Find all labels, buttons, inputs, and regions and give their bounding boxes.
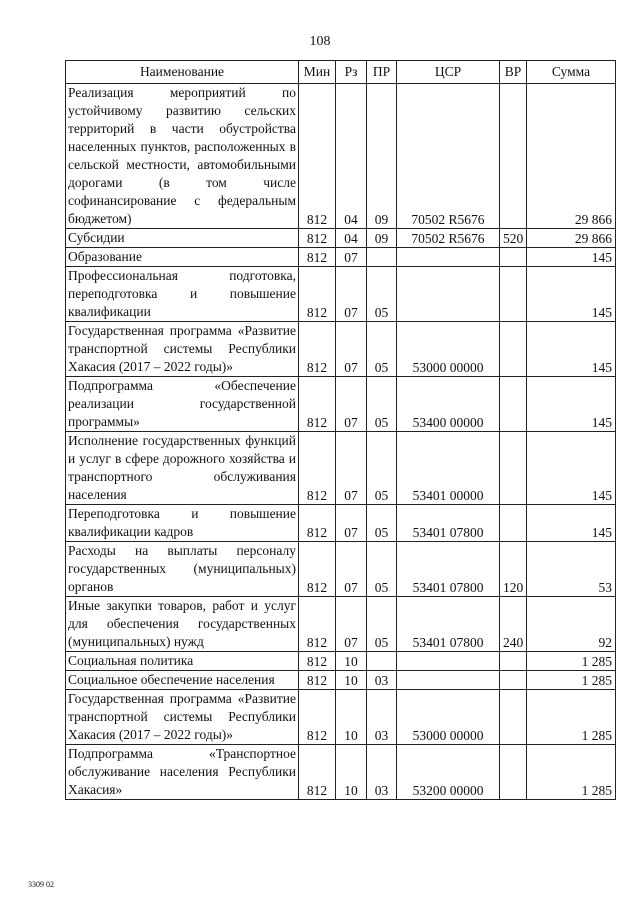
row-csr <box>397 652 500 671</box>
row-vr <box>500 432 527 505</box>
row-sum: 145 <box>527 267 616 322</box>
row-sum: 29 866 <box>527 229 616 248</box>
row-csr: 53000 00000 <box>397 322 500 377</box>
row-vr <box>500 84 527 229</box>
table-row <box>66 229 616 248</box>
row-rz: 04 <box>336 84 367 229</box>
row-name: Государственная программа «Развитие транспортной системы Республики Хакасия (2017 – 2022 годы)» <box>66 322 299 377</box>
row-rz: 10 <box>336 671 367 690</box>
row-name: Профессиональная подготовка, переподготовка и повышение квалификации <box>66 267 299 322</box>
row-csr <box>397 248 500 267</box>
row-pr: 05 <box>367 322 397 377</box>
row-rz: 07 <box>336 542 367 597</box>
row-vr: 520 <box>500 229 527 248</box>
row-vr <box>500 652 527 671</box>
row-name: Социальная политика <box>66 652 299 671</box>
row-name: Иные закупки товаров, работ и услуг для обеспечения государственных (муниципальных) нужд <box>66 597 299 652</box>
row-name: Подпрограмма «Транспортное обслуживание населения Республики Хакасия» <box>66 745 299 800</box>
page-number: 108 <box>309 34 331 49</box>
row-name: Расходы на выплаты персоналу государственных (муниципальных) органов <box>66 542 299 597</box>
row-pr <box>367 248 397 267</box>
row-vr <box>500 505 527 542</box>
row-sum: 145 <box>527 248 616 267</box>
row-min: 812 <box>299 322 336 377</box>
row-pr: 05 <box>367 505 397 542</box>
row-min: 812 <box>299 267 336 322</box>
row-min: 812 <box>299 690 336 745</box>
row-pr: 09 <box>367 84 397 229</box>
row-rz: 07 <box>336 377 367 432</box>
row-min: 812 <box>299 248 336 267</box>
row-rz: 10 <box>336 652 367 671</box>
row-csr: 53401 07800 <box>397 597 500 652</box>
row-csr <box>397 267 500 322</box>
row-name: Реализация мероприятий по устойчивому развитию сельских территорий в части обустройства населенных пунктов, расположенных в сельской местности, автомобильными дорогами (в том числе софинансирование с федеральным бюджетом) <box>66 84 299 229</box>
row-csr: 53401 07800 <box>397 505 500 542</box>
header-sum: Сумма <box>527 61 616 84</box>
row-pr: 03 <box>367 745 397 800</box>
table-row <box>66 652 616 671</box>
row-sum: 53 <box>527 542 616 597</box>
row-rz: 04 <box>336 229 367 248</box>
row-name: Исполнение государственных функций и услуг в сфере дорожного хозяйства и транспортного обслуживания населения <box>66 432 299 505</box>
table-row <box>66 690 616 745</box>
table-header-row <box>66 61 616 84</box>
row-min: 812 <box>299 542 336 597</box>
table-row <box>66 377 616 432</box>
row-csr: 53401 07800 <box>397 542 500 597</box>
row-min: 812 <box>299 432 336 505</box>
header-rz: Рз <box>336 61 367 84</box>
row-vr: 120 <box>500 542 527 597</box>
row-pr: 05 <box>367 432 397 505</box>
row-rz: 10 <box>336 690 367 745</box>
row-min: 812 <box>299 377 336 432</box>
row-pr: 09 <box>367 229 397 248</box>
row-min: 812 <box>299 745 336 800</box>
row-csr <box>397 671 500 690</box>
row-rz: 07 <box>336 432 367 505</box>
row-sum: 29 866 <box>527 84 616 229</box>
row-rz: 07 <box>336 248 367 267</box>
row-min: 812 <box>299 84 336 229</box>
row-sum: 1 285 <box>527 652 616 671</box>
row-vr <box>500 377 527 432</box>
row-vr <box>500 690 527 745</box>
row-min: 812 <box>299 505 336 542</box>
row-vr <box>500 267 527 322</box>
row-name: Образование <box>66 248 299 267</box>
table-row <box>66 671 616 690</box>
row-name: Социальное обеспечение населения <box>66 671 299 690</box>
row-pr: 05 <box>367 377 397 432</box>
header-csr: ЦСР <box>397 61 500 84</box>
row-name: Государственная программа «Развитие транспортной системы Республики Хакасия (2017 – 2022 годы)» <box>66 690 299 745</box>
row-vr <box>500 322 527 377</box>
row-csr: 53400 00000 <box>397 377 500 432</box>
row-min: 812 <box>299 229 336 248</box>
row-csr: 70502 R5676 <box>397 84 500 229</box>
row-min: 812 <box>299 597 336 652</box>
row-sum: 1 285 <box>527 745 616 800</box>
row-pr: 03 <box>367 690 397 745</box>
row-rz: 07 <box>336 597 367 652</box>
table-row <box>66 597 616 652</box>
row-rz: 07 <box>336 505 367 542</box>
row-min: 812 <box>299 652 336 671</box>
footer-code: 3309 02 <box>28 880 54 889</box>
row-min: 812 <box>299 671 336 690</box>
row-vr <box>500 671 527 690</box>
row-csr: 53200 00000 <box>397 745 500 800</box>
row-vr <box>500 745 527 800</box>
row-csr: 53401 00000 <box>397 432 500 505</box>
row-pr <box>367 652 397 671</box>
row-sum: 145 <box>527 377 616 432</box>
table-row <box>66 745 616 800</box>
row-sum: 1 285 <box>527 690 616 745</box>
table-row <box>66 432 616 505</box>
row-rz: 07 <box>336 267 367 322</box>
row-sum: 145 <box>527 432 616 505</box>
row-pr: 05 <box>367 597 397 652</box>
header-vr: ВР <box>500 61 527 84</box>
header-pr: ПР <box>367 61 397 84</box>
row-pr: 05 <box>367 267 397 322</box>
table-row <box>66 542 616 597</box>
row-name: Подпрограмма «Обеспечение реализации государственной программы» <box>66 377 299 432</box>
row-sum: 92 <box>527 597 616 652</box>
row-rz: 10 <box>336 745 367 800</box>
row-rz: 07 <box>336 322 367 377</box>
budget-table <box>65 60 616 800</box>
table-row <box>66 248 616 267</box>
table-row <box>66 267 616 322</box>
header-name: Наименование <box>66 61 299 84</box>
row-sum: 145 <box>527 505 616 542</box>
row-sum: 1 285 <box>527 671 616 690</box>
row-pr: 03 <box>367 671 397 690</box>
row-vr: 240 <box>500 597 527 652</box>
table-row <box>66 84 616 229</box>
table-row <box>66 505 616 542</box>
row-name: Переподготовка и повышение квалификации кадров <box>66 505 299 542</box>
table-row <box>66 322 616 377</box>
row-name: Субсидии <box>66 229 299 248</box>
row-vr <box>500 248 527 267</box>
row-csr: 53000 00000 <box>397 690 500 745</box>
row-csr: 70502 R5676 <box>397 229 500 248</box>
row-sum: 145 <box>527 322 616 377</box>
header-min: Мин <box>299 61 336 84</box>
row-pr: 05 <box>367 542 397 597</box>
